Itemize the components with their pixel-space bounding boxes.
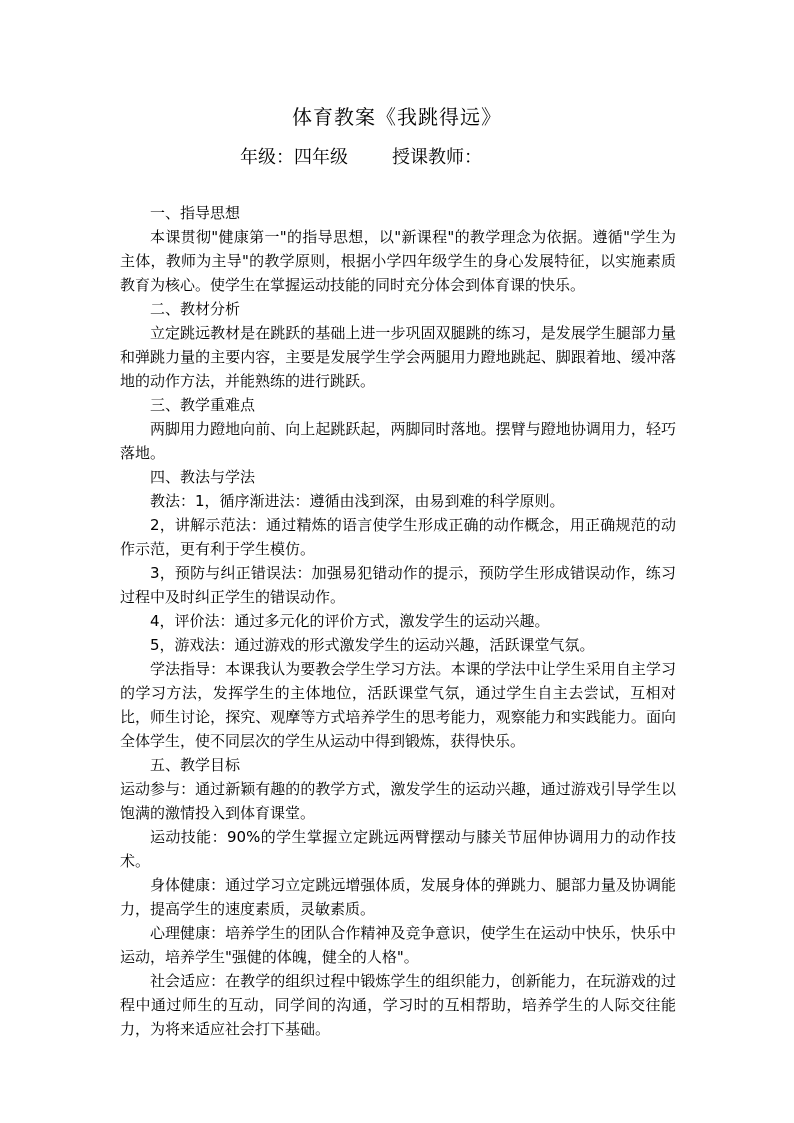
teacher-label: 授课教师： <box>392 147 482 168</box>
document-body <box>120 201 676 1041</box>
paragraph: 心理健康：培养学生的团队合作精神及竞争意识，使学生在运动中快乐，快乐中运动，培养学生"强健的体魄，健全的人格"。 <box>120 924 676 966</box>
section-heading: 四、教法与学法 <box>150 468 256 486</box>
paragraph: 4，评价法：通过多元化的评价方式，激发学生的运动兴趣。 <box>150 612 550 630</box>
paragraph: 5，游戏法：通过游戏的形式激发学生的运动兴趣，活跃课堂气氛。 <box>150 636 595 654</box>
document-subtitle <box>240 146 482 170</box>
section-heading: 一、指导思想 <box>150 204 241 222</box>
paragraph: 教法：1，循序渐进法：遵循由浅到深，由易到难的科学原则。 <box>150 492 565 510</box>
section-heading: 三、教学重难点 <box>150 396 256 414</box>
section-heading: 五、教学目标 <box>150 756 241 774</box>
paragraph: 立定跳远教材是在跳跃的基础上进一步巩固双腿跳的练习，是发展学生腿部力量和弹跳力量的主要内容，主要是发展学生学会两腿用力蹬地跳起、脚跟着地、缓冲落地的动作方法，并能熟练的进行跳跃。 <box>120 324 676 390</box>
document-title: 体育教案《我跳得远》 <box>292 105 502 129</box>
paragraph: 运动技能：90%的学生掌握立定跳远两臂摆动与膝关节屈伸协调用力的动作技术。 <box>120 828 676 870</box>
grade-label: 年级：四年级 <box>240 147 348 168</box>
paragraph: 本课贯彻"健康第一"的指导思想，以"新课程"的教学理念为依据。遵循"学生为主体，教师为主导"的教学原则，根据小学四年级学生的身心发展特征，以实施素质教育为核心。使学生在掌握运动技能的同时充分体会到体育课的快乐。 <box>120 228 676 294</box>
paragraph: 2，讲解示范法：通过精炼的语言使学生形成正确的动作概念，用正确规范的动作示范，更有利于学生模仿。 <box>120 516 676 558</box>
paragraph: 两脚用力蹬地向前、向上起跳跃起，两脚同时落地。摆臂与蹬地协调用力，轻巧落地。 <box>120 420 676 462</box>
section-heading: 二、教材分析 <box>150 300 241 318</box>
paragraph: 学法指导：本课我认为要教会学生学习方法。本课的学法中让学生采用自主学习的学习方法，发挥学生的主体地位，活跃课堂气氛，通过学生自主去尝试，互相对比，师生讨论，探究、观摩等方式培养学生的思考能力，观察能力和实践能力。面向全体学生，使不同层次的学生从运动中得到锻炼，获得快乐。 <box>120 660 676 750</box>
paragraph: 运动参与：通过新颖有趣的的教学方式，激发学生的运动兴趣，通过游戏引导学生以饱满的激情投入到体育课堂。 <box>120 780 676 822</box>
paragraph: 3，预防与纠正错误法：加强易犯错动作的提示，预防学生形成错误动作，练习过程中及时纠正学生的错误动作。 <box>120 564 676 606</box>
paragraph: 身体健康：通过学习立定跳远增强体质，发展身体的弹跳力、腿部力量及协调能力，提高学生的速度素质，灵敏素质。 <box>120 876 676 918</box>
paragraph: 社会适应：在教学的组织过程中锻炼学生的组织能力，创新能力，在玩游戏的过程中通过师生的互动，同学间的沟通，学习时的互相帮助，培养学生的人际交往能力，为将来适应社会打下基础。 <box>120 972 676 1038</box>
